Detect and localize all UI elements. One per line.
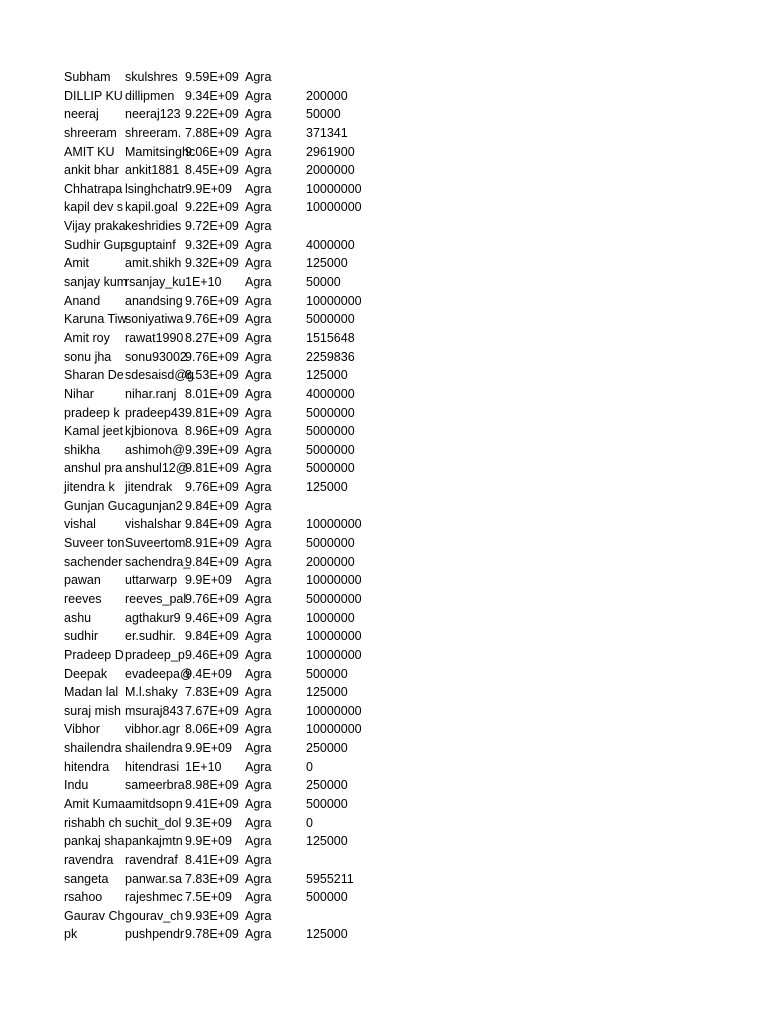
username-cell: sameerbra — [125, 778, 185, 793]
name-cell: reeves — [64, 591, 102, 606]
phone-cell: 9.9E+09 — [185, 181, 232, 196]
phone-cell: 9.72E+09 — [185, 219, 239, 234]
amount-cell: 125000 — [306, 927, 348, 942]
username-cell: anandsing — [125, 293, 183, 308]
username-cell: panwar.sa — [125, 871, 182, 886]
table-row — [64, 795, 764, 814]
name-cell: sachender — [64, 554, 123, 569]
username-cell: dillipmen — [125, 88, 175, 103]
amount-cell: 50000000 — [306, 591, 362, 606]
amount-cell: 0 — [306, 759, 313, 774]
table-row — [64, 254, 764, 273]
username-cell: agthakur9 — [125, 610, 181, 625]
username-cell: ravendraf — [125, 852, 178, 867]
username-cell: vibhor.agr — [125, 722, 180, 737]
phone-cell: 1E+10 — [185, 759, 222, 774]
username-cell: kjbionova — [125, 424, 178, 439]
amount-cell: 10000000 — [306, 200, 362, 215]
table-row — [64, 87, 764, 106]
city-cell: Agra — [245, 666, 272, 681]
amount-cell: 125000 — [306, 256, 348, 271]
city-cell: Agra — [245, 815, 272, 830]
city-cell: Agra — [245, 908, 272, 923]
username-cell: uttarwarp — [125, 573, 178, 588]
table-row — [64, 68, 764, 87]
username-cell: Mamitsinghc — [125, 144, 196, 159]
phone-cell: 9.84E+09 — [185, 498, 239, 513]
phone-cell: 8.41E+09 — [185, 852, 239, 867]
table-row — [64, 888, 764, 907]
amount-cell: 5000000 — [306, 312, 355, 327]
phone-cell: 9.59E+09 — [185, 70, 239, 84]
phone-cell: 9.93E+09 — [185, 908, 239, 923]
username-cell: sguptainf — [125, 237, 176, 252]
username-cell: rawat1990 — [125, 330, 184, 345]
table-row — [64, 590, 764, 609]
table-row — [64, 273, 764, 292]
city-cell: Agra — [245, 386, 272, 401]
table-row — [64, 814, 764, 833]
name-cell: Kamal jeet — [64, 424, 124, 439]
name-cell: rishabh ch — [64, 815, 122, 830]
name-cell: Suveer ton — [64, 536, 125, 551]
table-row — [64, 534, 764, 553]
username-cell: shreeram. — [125, 125, 182, 140]
city-cell: Agra — [245, 536, 272, 551]
username-cell: hitendrasi — [125, 759, 180, 774]
city-cell: Agra — [245, 368, 272, 383]
phone-cell: 9.32E+09 — [185, 256, 239, 271]
username-cell: kapil.goal — [125, 200, 178, 215]
table-row — [64, 198, 764, 217]
username-cell: skulshres — [125, 70, 178, 84]
city-cell: Agra — [245, 554, 272, 569]
city-cell: Agra — [245, 349, 272, 364]
amount-cell: 10000000 — [306, 722, 362, 737]
table-row — [64, 329, 764, 348]
username-cell: shailendra — [125, 741, 183, 756]
city-cell: Agra — [245, 703, 272, 718]
name-cell: Subham — [64, 70, 111, 84]
table-row — [64, 143, 764, 162]
amount-cell: 2961900 — [306, 144, 355, 159]
table-row — [64, 515, 764, 534]
city-cell: Agra — [245, 237, 272, 252]
username-cell: neeraj123 — [125, 107, 181, 122]
city-cell: Agra — [245, 181, 272, 196]
name-cell: neeraj — [64, 107, 99, 122]
username-cell: vishalshar — [125, 517, 182, 532]
phone-cell: 7.83E+09 — [185, 871, 239, 886]
table-row — [64, 441, 764, 460]
table-row — [64, 385, 764, 404]
table-row — [64, 478, 764, 497]
city-cell: Agra — [245, 610, 272, 625]
name-cell: Deepak — [64, 666, 108, 681]
amount-cell: 10000000 — [306, 573, 362, 588]
username-cell: msuraj843 — [125, 703, 184, 718]
table-row — [64, 758, 764, 777]
username-cell: pradeep_p — [125, 647, 185, 662]
city-cell: Agra — [245, 834, 272, 849]
table-row — [64, 720, 764, 739]
city-cell: Agra — [245, 442, 272, 457]
name-cell: kapil dev s — [64, 200, 124, 215]
username-cell: amit.shikh — [125, 256, 182, 271]
table-row — [64, 609, 764, 628]
table-row — [64, 665, 764, 684]
table-row — [64, 553, 764, 572]
city-cell: Agra — [245, 796, 272, 811]
amount-cell: 500000 — [306, 796, 348, 811]
amount-cell: 125000 — [306, 834, 348, 849]
name-cell: ankit bhar — [64, 163, 119, 178]
name-cell: ravendra — [64, 852, 114, 867]
amount-cell: 500000 — [306, 666, 348, 681]
phone-cell: 8.01E+09 — [185, 386, 239, 401]
name-cell: ashu — [64, 610, 92, 625]
username-cell: M.l.shaky — [125, 685, 178, 700]
city-cell: Agra — [245, 927, 272, 942]
amount-cell: 4000000 — [306, 237, 355, 252]
phone-cell: 8.06E+09 — [185, 722, 239, 737]
table-row — [64, 310, 764, 329]
table-row — [64, 571, 764, 590]
name-cell: pradeep k — [64, 405, 120, 420]
city-cell: Agra — [245, 125, 272, 140]
table-row — [64, 348, 764, 367]
phone-cell: 9.76E+09 — [185, 480, 239, 495]
username-cell: nihar.ranj — [125, 386, 177, 401]
name-cell: Amit — [64, 256, 89, 271]
username-cell: ashimoh@ — [125, 442, 185, 457]
city-cell: Agra — [245, 498, 272, 513]
phone-cell: 9.46E+09 — [185, 610, 239, 625]
amount-cell: 10000000 — [306, 647, 362, 662]
name-cell: Amit Kuma — [64, 796, 126, 811]
name-cell: rsahoo — [64, 890, 103, 905]
city-cell: Agra — [245, 890, 272, 905]
table-row — [64, 907, 764, 926]
name-cell: Pradeep D — [64, 647, 124, 662]
city-cell: Agra — [245, 293, 272, 308]
table-row — [64, 851, 764, 870]
name-cell: jitendra k — [64, 480, 115, 495]
city-cell: Agra — [245, 517, 272, 532]
name-cell: suraj mish — [64, 703, 121, 718]
phone-cell: 9.9E+09 — [185, 573, 232, 588]
city-cell: Agra — [245, 405, 272, 420]
phone-cell: 9.84E+09 — [185, 554, 239, 569]
amount-cell: 125000 — [306, 368, 348, 383]
name-cell: pawan — [64, 573, 101, 588]
name-cell: Anand — [64, 293, 101, 308]
city-cell: Agra — [245, 591, 272, 606]
amount-cell: 2000000 — [306, 163, 355, 178]
phone-cell: 8.53E+09 — [185, 368, 239, 383]
phone-cell: 9.22E+09 — [185, 107, 239, 122]
city-cell: Agra — [245, 685, 272, 700]
username-cell: suchit_dol — [125, 815, 182, 830]
city-cell: Agra — [245, 647, 272, 662]
name-cell: shikha — [64, 442, 101, 457]
username-cell: cagunjan2 — [125, 498, 183, 513]
name-cell: sonu jha — [64, 349, 112, 364]
table-row — [64, 180, 764, 199]
username-cell: ankit1881 — [125, 163, 180, 178]
phone-cell: 8.96E+09 — [185, 424, 239, 439]
amount-cell: 50000 — [306, 107, 341, 122]
city-cell: Agra — [245, 275, 272, 290]
table-row — [64, 702, 764, 721]
phone-cell: 8.91E+09 — [185, 536, 239, 551]
amount-cell: 10000000 — [306, 629, 362, 644]
amount-cell: 125000 — [306, 480, 348, 495]
amount-cell: 5000000 — [306, 442, 355, 457]
city-cell: Agra — [245, 219, 272, 234]
table-row — [64, 459, 764, 478]
table-row — [64, 870, 764, 889]
amount-cell: 4000000 — [306, 386, 355, 401]
name-cell: AMIT KU — [64, 144, 115, 159]
name-cell: vishal — [64, 517, 96, 532]
city-cell: Agra — [245, 778, 272, 793]
phone-cell: 8.45E+09 — [185, 163, 239, 178]
name-cell: shailendra — [64, 741, 122, 756]
amount-cell: 5000000 — [306, 424, 355, 439]
amount-cell: 5000000 — [306, 536, 355, 551]
table-row — [64, 739, 764, 758]
username-cell: Suveertom — [125, 536, 186, 551]
city-cell: Agra — [245, 759, 272, 774]
amount-cell: 1000000 — [306, 610, 355, 625]
city-cell: Agra — [245, 163, 272, 178]
amount-cell: 10000000 — [306, 703, 362, 718]
table-row — [64, 366, 764, 385]
amount-cell: 371341 — [306, 125, 348, 140]
city-cell: Agra — [245, 330, 272, 345]
name-cell: hitendra — [64, 759, 110, 774]
name-cell: Sudhir Gup — [64, 237, 128, 252]
phone-cell: 7.88E+09 — [185, 125, 239, 140]
amount-cell: 250000 — [306, 778, 348, 793]
spreadsheet-table — [64, 68, 764, 944]
name-cell: Chhatrapa — [64, 181, 123, 196]
username-cell: sachendra_ — [125, 554, 191, 569]
phone-cell: 9.4E+09 — [185, 666, 232, 681]
phone-cell: 9.84E+09 — [185, 517, 239, 532]
name-cell: sudhir — [64, 629, 99, 644]
amount-cell: 2259836 — [306, 349, 355, 364]
username-cell: gourav_ch — [125, 908, 184, 923]
city-cell: Agra — [245, 200, 272, 215]
phone-cell: 9.84E+09 — [185, 629, 239, 644]
table-row — [64, 217, 764, 236]
phone-cell: 9.32E+09 — [185, 237, 239, 252]
name-cell: Nihar — [64, 386, 94, 401]
name-cell: Gaurav Ch — [64, 908, 125, 923]
phone-cell: 9.22E+09 — [185, 200, 239, 215]
username-cell: pushpendr — [125, 927, 185, 942]
username-cell: rajeshmec — [125, 890, 183, 905]
city-cell: Agra — [245, 107, 272, 122]
amount-cell: 125000 — [306, 685, 348, 700]
phone-cell: 7.83E+09 — [185, 685, 239, 700]
name-cell: Vijay praka — [64, 219, 126, 234]
name-cell: Vibhor — [64, 722, 100, 737]
name-cell: Amit roy — [64, 330, 110, 345]
city-cell: Agra — [245, 573, 272, 588]
city-cell: Agra — [245, 852, 272, 867]
city-cell: Agra — [245, 70, 272, 84]
table-row — [64, 832, 764, 851]
amount-cell: 200000 — [306, 88, 348, 103]
table-row — [64, 124, 764, 143]
amount-cell: 2000000 — [306, 554, 355, 569]
phone-cell: 9.46E+09 — [185, 647, 239, 662]
city-cell: Agra — [245, 461, 272, 476]
phone-cell: 9.06E+09 — [185, 144, 239, 159]
amount-cell: 0 — [306, 815, 313, 830]
phone-cell: 8.27E+09 — [185, 330, 239, 345]
phone-cell: 1E+10 — [185, 275, 222, 290]
name-cell: Karuna Tiw — [64, 312, 127, 327]
phone-cell: 9.76E+09 — [185, 293, 239, 308]
amount-cell: 10000000 — [306, 517, 362, 532]
table-row — [64, 627, 764, 646]
city-cell: Agra — [245, 424, 272, 439]
name-cell: sangeta — [64, 871, 109, 886]
table-row — [64, 925, 764, 944]
username-cell: pankajmtn — [125, 834, 183, 849]
name-cell: shreeram — [64, 125, 117, 140]
phone-cell: 9.76E+09 — [185, 591, 239, 606]
city-cell: Agra — [245, 722, 272, 737]
city-cell: Agra — [245, 256, 272, 271]
username-cell: rsanjay_ku — [125, 275, 186, 290]
name-cell: Gunjan Gu — [64, 498, 125, 513]
phone-cell: 9.81E+09 — [185, 405, 239, 420]
amount-cell: 500000 — [306, 890, 348, 905]
phone-cell: 8.98E+09 — [185, 778, 239, 793]
amount-cell: 1515648 — [306, 330, 355, 345]
city-cell: Agra — [245, 871, 272, 886]
username-cell: evadeepa@ — [125, 666, 193, 681]
phone-cell: 9.41E+09 — [185, 796, 239, 811]
table-row — [64, 683, 764, 702]
username-cell: reeves_pal — [125, 591, 187, 606]
name-cell: Indu — [64, 778, 89, 793]
username-cell: jitendrak — [125, 480, 173, 495]
name-cell: Madan lal — [64, 685, 119, 700]
city-cell: Agra — [245, 629, 272, 644]
phone-cell: 9.3E+09 — [185, 815, 232, 830]
name-cell: pankaj sha — [64, 834, 125, 849]
phone-cell: 9.9E+09 — [185, 741, 232, 756]
table-row — [64, 776, 764, 795]
name-cell: DILLIP KU — [64, 88, 123, 103]
username-cell: sonu93002 — [125, 349, 187, 364]
phone-cell: 9.78E+09 — [185, 927, 239, 942]
phone-cell: 9.76E+09 — [185, 312, 239, 327]
table-row — [64, 422, 764, 441]
table-row — [64, 404, 764, 423]
username-cell: keshridies — [125, 219, 182, 234]
table-row — [64, 646, 764, 665]
phone-cell: 7.67E+09 — [185, 703, 239, 718]
city-cell: Agra — [245, 741, 272, 756]
table-row — [64, 236, 764, 255]
city-cell: Agra — [245, 88, 272, 103]
amount-cell: 10000000 — [306, 293, 362, 308]
table-row — [64, 292, 764, 311]
phone-cell: 9.9E+09 — [185, 834, 232, 849]
city-cell: Agra — [245, 312, 272, 327]
name-cell: anshul pra — [64, 461, 123, 476]
username-cell: sdesaisd@g — [125, 368, 194, 383]
amount-cell: 5955211 — [306, 871, 354, 886]
amount-cell: 5000000 — [306, 461, 355, 476]
name-cell: pk — [64, 927, 78, 942]
city-cell: Agra — [245, 144, 272, 159]
username-cell: er.sudhir. — [125, 629, 176, 644]
city-cell: Agra — [245, 480, 272, 495]
username-cell: amitdsopn — [125, 796, 183, 811]
username-cell: soniyatiwa — [125, 312, 184, 327]
phone-cell: 7.5E+09 — [185, 890, 232, 905]
table-row — [64, 161, 764, 180]
amount-cell: 250000 — [306, 741, 348, 756]
phone-cell: 9.34E+09 — [185, 88, 239, 103]
phone-cell: 9.76E+09 — [185, 349, 239, 364]
amount-cell: 10000000 — [306, 181, 362, 196]
username-cell: pradeep43 — [125, 405, 185, 420]
username-cell: anshul12@ — [125, 461, 189, 476]
phone-cell: 9.81E+09 — [185, 461, 239, 476]
name-cell: sanjay kum — [64, 275, 128, 290]
amount-cell: 50000 — [306, 275, 341, 290]
amount-cell: 5000000 — [306, 405, 355, 420]
table-row — [64, 105, 764, 124]
name-cell: Sharan De — [64, 368, 124, 383]
username-cell: lsinghchatr — [125, 181, 186, 196]
table-row — [64, 497, 764, 516]
phone-cell: 9.39E+09 — [185, 442, 239, 457]
